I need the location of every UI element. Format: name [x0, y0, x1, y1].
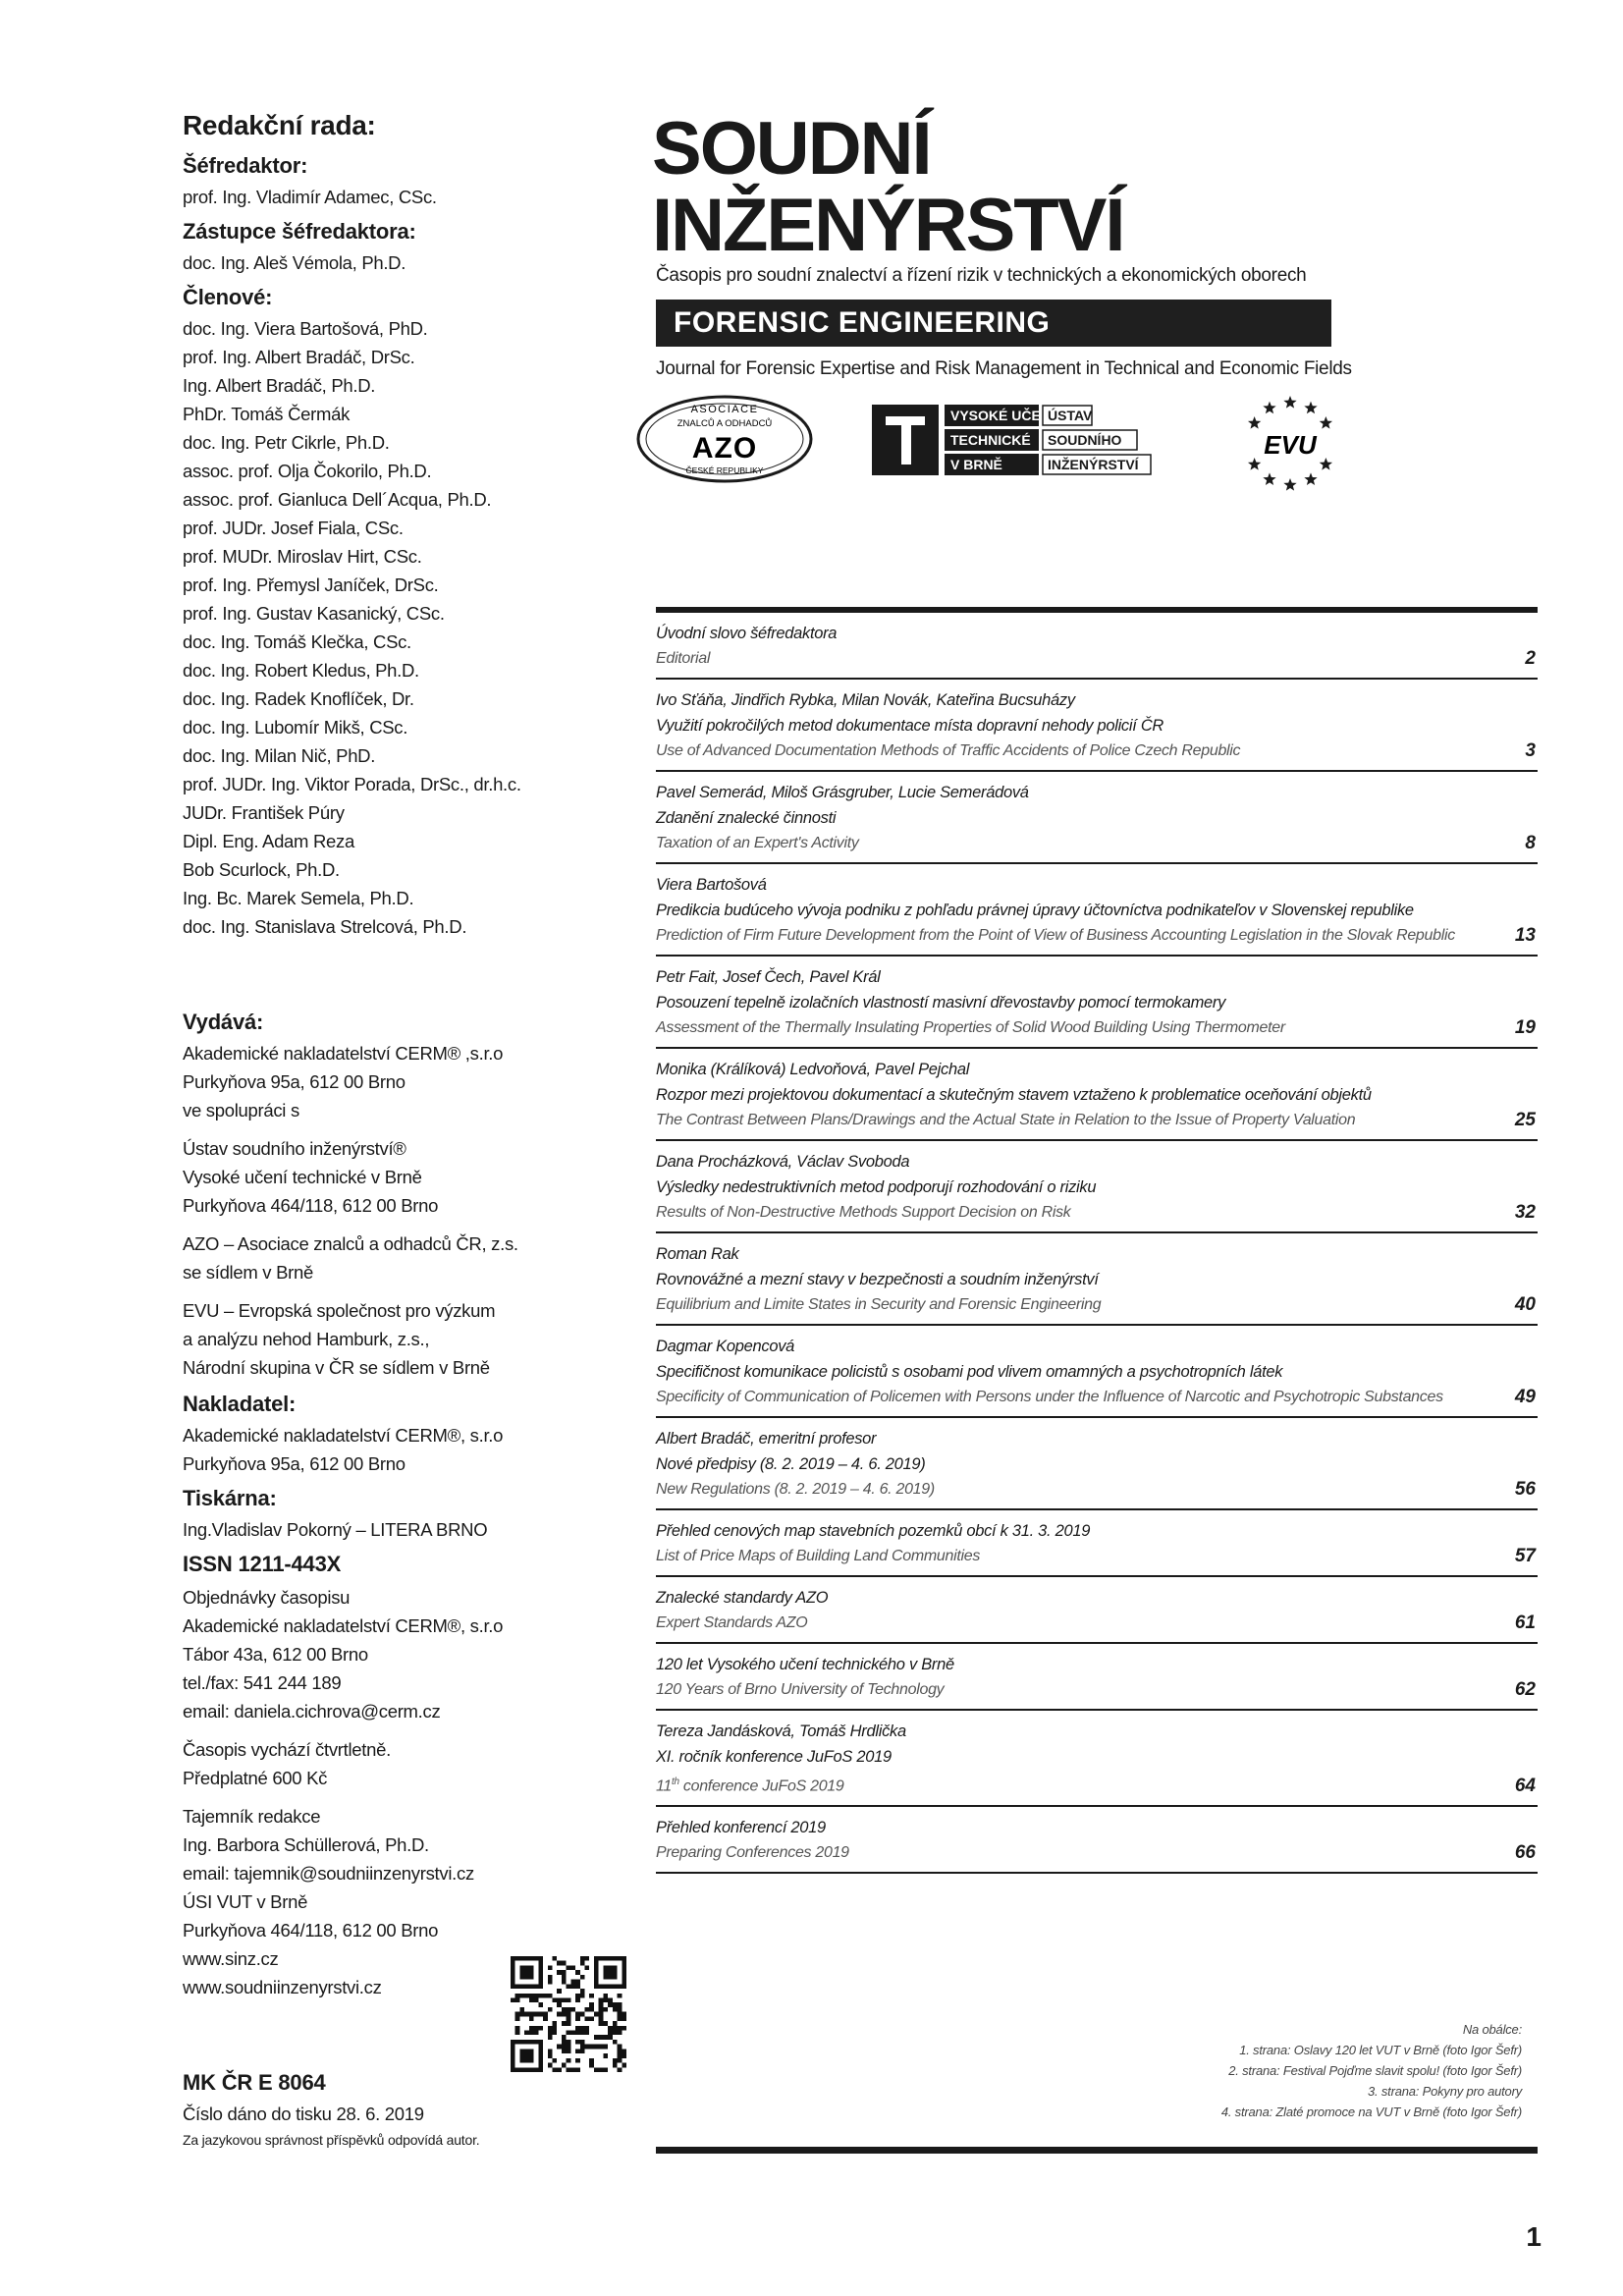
secretary-line: ÚSI VUT v Brně	[183, 1891, 308, 1912]
toc-entry-line: Albert Bradáč, emeritní profesor	[656, 1430, 877, 1448]
member-name: doc. Ing. Tomáš Klečka, CSc.	[183, 631, 411, 652]
table-of-contents	[656, 607, 1538, 1874]
toc-entry-line: Rozpor mezi projektovou dokumentací a skutečným stavem vztaženo k problematice oceňování objektů	[656, 1086, 1372, 1104]
member-name: doc. Ing. Radek Knoflíček, Dr.	[183, 688, 414, 709]
toc-page-number: 64	[1514, 1776, 1536, 1797]
toc-entry-english	[656, 1770, 1538, 1799]
member-name: prof. Ing. Gustav Kasanický, CSc.	[183, 603, 445, 624]
vut-logo-text: ÚSTAV	[1048, 408, 1093, 423]
toc-page-number: 3	[1525, 740, 1536, 761]
azo-logo	[634, 393, 815, 485]
website-link[interactable]: www.soudniinzenyrstvi.cz	[183, 1977, 382, 1997]
cover-note-line: 1. strana: Oslavy 120 let VUT v Brně (foto Igor Šefr)	[1239, 2043, 1522, 2057]
member-name: prof. JUDr. Josef Fiala, CSc.	[183, 518, 404, 538]
toc-entry-english: Specificity of Communication of Policemen with Persons under the Influence of Narcotic and Psychotropic Substances	[656, 1389, 1443, 1405]
member-name: Dipl. Eng. Adam Reza	[183, 831, 354, 851]
website-link[interactable]: www.sinz.cz	[183, 1948, 279, 1969]
issued-by-line: Ústav soudního inženýrství®	[183, 1138, 406, 1159]
toc-entry-line: Roman Rak	[656, 1245, 739, 1263]
secretary-line: Tajemník redakce	[183, 1806, 321, 1827]
toc-entry-line: XI. ročník konference JuFoS 2019	[656, 1748, 892, 1766]
toc-entry-line: Pavel Semerád, Miloš Grásgruber, Lucie Semerádová	[656, 784, 1029, 801]
toc-entry[interactable]	[656, 772, 1538, 864]
publisher-label: Nakladatel:	[183, 1392, 297, 1416]
toc-entry-english: New Regulations (8. 2. 2019 – 4. 6. 2019)	[656, 1481, 935, 1498]
toc-page-number: 2	[1525, 648, 1536, 669]
toc-entry-line: Výsledky nedestruktivních metod podporují rozhodování o riziku	[656, 1178, 1097, 1196]
vut-logo-text: TECHNICKÉ	[950, 432, 1031, 448]
toc-entry-line: Úvodní slovo šéfredaktora	[656, 625, 838, 642]
orders-line: Objednávky časopisu	[183, 1587, 351, 1608]
toc-entry[interactable]	[656, 1711, 1538, 1807]
journal-subtitle-cz: Časopis pro soudní znalectví a řízení rizik v technických a ekonomických oborech	[656, 265, 1307, 286]
issued-by-line: Purkyňova 95a, 612 00 Brno	[183, 1071, 406, 1092]
evu-logo	[1239, 393, 1341, 495]
toc-entry-line: Nové předpisy (8. 2. 2019 – 4. 6. 2019)	[656, 1455, 926, 1473]
members-label: Členové:	[183, 285, 273, 309]
member-name: Ing. Bc. Marek Semela, Ph.D.	[183, 888, 414, 908]
star-icon	[1248, 458, 1261, 470]
toc-page-number: 13	[1514, 925, 1536, 946]
toc-entry-english: Prediction of Firm Future Development from the Point of View of Business Accounting Legislation in the Slovak Republic	[656, 927, 1455, 944]
secretary-line: Purkyňova 464/118, 612 00 Brno	[183, 1920, 439, 1941]
issued-by-line: a analýzu nehod Hamburk, z.s.,	[183, 1329, 430, 1349]
toc-entry-line: 120 let Vysokého učení technického v Brně	[656, 1656, 954, 1673]
editorial-board-heading: Redakční rada:	[183, 110, 376, 140]
issued-by-line: Purkyňova 464/118, 612 00 Brno	[183, 1195, 439, 1216]
toc-page-number: 57	[1514, 1546, 1536, 1566]
orders-email[interactable]: email: daniela.cichrova@cerm.cz	[183, 1701, 441, 1722]
azo-logo-top-text: ASOCIACE	[690, 404, 759, 415]
cover-note-line: 2. strana: Festival Pojďme slavit spolu! (foto Igor Šefr)	[1228, 2063, 1522, 2078]
star-icon	[1248, 416, 1261, 429]
language-note: Za jazykovou správnost příspěvků odpovídá autor.	[183, 2132, 480, 2148]
issued-by-line: se sídlem v Brně	[183, 1262, 313, 1283]
secretary-email[interactable]: email: tajemnik@soudniinzenyrstvi.cz	[183, 1863, 474, 1884]
toc-entry-line: Dagmar Kopencová	[656, 1338, 795, 1355]
toc-entry[interactable]	[656, 1326, 1538, 1418]
mk-number: MK ČR E 8064	[183, 2070, 326, 2095]
toc-entry-line: Využití pokročilých metod dokumentace místa dopravní nehody policií ČR	[656, 717, 1164, 735]
publisher-line: Akademické nakladatelství CERM®, s.r.o	[183, 1425, 504, 1446]
issn: ISSN 1211-443X	[183, 1552, 342, 1576]
toc-page-number: 25	[1514, 1110, 1536, 1130]
vut-logo-text: INŽENÝRSTVÍ	[1048, 457, 1139, 472]
toc-entry[interactable]	[656, 1644, 1538, 1711]
chief-editor-label: Šéfredaktor:	[183, 153, 308, 178]
orders-line: tel./fax: 541 244 189	[183, 1672, 342, 1693]
star-icon	[1263, 402, 1275, 414]
toc-page-number: 8	[1525, 833, 1536, 853]
frequency-line: Časopis vychází čtvrtletně.	[183, 1739, 391, 1760]
toc-entry-line: Přehled cenových map stavebních pozemků obcí k 31. 3. 2019	[656, 1522, 1091, 1540]
toc-entry-english: Preparing Conferences 2019	[656, 1844, 849, 1862]
deputy-editor-name: doc. Ing. Aleš Vémola, Ph.D.	[183, 252, 406, 273]
member-name: doc. Ing. Stanislava Strelcová, Ph.D.	[183, 916, 467, 937]
toc-entry[interactable]	[656, 957, 1538, 1049]
toc-entry[interactable]	[656, 1577, 1538, 1644]
issued-by-line: AZO – Asociace znalců a odhadců ČR, z.s.	[183, 1233, 518, 1254]
secretary-line: Ing. Barbora Schüllerová, Ph.D.	[183, 1834, 429, 1855]
deputy-editor-label: Zástupce šéfredaktora:	[183, 219, 416, 244]
toc-entry-english: 120 Years of Brno University of Technology	[656, 1681, 945, 1698]
member-name: PhDr. Tomáš Čermák	[183, 404, 351, 424]
issued-by-block	[183, 1134, 624, 1220]
cover-photo-credits	[1221, 2019, 1522, 2122]
toc-page-number: 66	[1514, 1842, 1536, 1864]
issued-by-label: Vydává:	[183, 1010, 264, 1034]
star-icon	[1304, 402, 1317, 414]
member-name: prof. Ing. Přemysl Janíček, DrSc.	[183, 574, 439, 595]
toc-entry-line: Petr Fait, Josef Čech, Pavel Král	[656, 968, 881, 986]
journal-subtitle-en: Journal for Forensic Expertise and Risk Management in Technical and Economic Fields	[656, 358, 1352, 379]
vut-logo-text: V BRNĚ	[950, 457, 1002, 472]
toc-entry-line: Znalecké standardy AZO	[656, 1589, 829, 1607]
star-icon	[1304, 472, 1317, 485]
toc-entry[interactable]	[656, 680, 1538, 772]
evu-logo-mark: EVU	[1264, 430, 1317, 460]
toc-page-number: 40	[1514, 1294, 1536, 1315]
qr-code	[511, 1956, 626, 2072]
member-name: Bob Scurlock, Ph.D.	[183, 859, 340, 880]
member-name: Ing. Albert Bradáč, Ph.D.	[183, 375, 376, 396]
journal-title-en: FORENSIC ENGINEERING	[656, 300, 1331, 347]
issued-by-line: ve spolupráci s	[183, 1100, 299, 1121]
journal-title-line2: INŽENÝRSTVÍ	[652, 184, 1124, 267]
toc-entry[interactable]	[656, 1807, 1538, 1874]
toc-page-number: 19	[1514, 1017, 1536, 1038]
toc-entry-english: Results of Non-Destructive Methods Support Decision on Risk	[656, 1204, 1071, 1221]
toc-entry-line: Predikcia budúceho vývoja podniku z pohľadu právnej úpravy účtovníctva podnikateľov v Slovenskej republike	[656, 902, 1414, 919]
vut-logo	[872, 405, 1157, 475]
member-name: doc. Ing. Petr Cikrle, Ph.D.	[183, 432, 390, 453]
toc-entry-english: The Contrast Between Plans/Drawings and the Actual State in Relation to the Issue of Property Valuation	[656, 1112, 1356, 1128]
member-name: doc. Ing. Milan Nič, PhD.	[183, 745, 376, 766]
member-name: doc. Ing. Viera Bartošová, PhD.	[183, 318, 428, 339]
bottom-rule	[656, 2147, 1538, 2154]
chief-editor-name: prof. Ing. Vladimír Adamec, CSc.	[183, 187, 437, 207]
toc-entry[interactable]	[656, 1510, 1538, 1577]
star-icon	[1263, 472, 1275, 485]
toc-page-number: 61	[1514, 1613, 1536, 1633]
toc-entry-english: Taxation of an Expert's Activity	[656, 835, 859, 851]
toc-entry-line: Viera Bartošová	[656, 876, 767, 894]
member-name: prof. Ing. Albert Bradáč, DrSc.	[183, 347, 415, 367]
star-icon	[1320, 416, 1332, 429]
toc-entry[interactable]	[656, 1049, 1538, 1141]
toc-entry-english: Assessment of the Thermally Insulating Properties of Solid Wood Building Using Thermometer	[656, 1019, 1285, 1036]
star-icon	[1283, 478, 1296, 491]
toc-entry-english: Expert Standards AZO	[656, 1614, 808, 1631]
toc-entry-english: List of Price Maps of Building Land Communities	[656, 1548, 981, 1564]
orders-line: Tábor 43a, 612 00 Brno	[183, 1644, 368, 1665]
toc-entry-line: Dana Procházková, Václav Svoboda	[656, 1153, 910, 1171]
cover-note-line: 4. strana: Zlaté promoce na VUT v Brně (foto Igor Šefr)	[1220, 2105, 1522, 2119]
toc-entry[interactable]	[656, 613, 1538, 680]
members-list	[183, 314, 624, 941]
toc-entry-line: Specifičnost komunikace policistů s osobami pod vlivem omamných a psychotropních látek	[656, 1363, 1283, 1381]
member-name: doc. Ing. Lubomír Mikš, CSc.	[183, 717, 408, 738]
toc-entry-line: Přehled konferencí 2019	[656, 1819, 826, 1837]
cover-note-heading: Na obálce:	[1462, 2022, 1522, 2037]
toc-page-number: 62	[1514, 1679, 1536, 1700]
issued-by-line: Vysoké učení technické v Brně	[183, 1167, 422, 1187]
member-name: assoc. prof. Olja Čokorilo, Ph.D.	[183, 461, 432, 481]
toc-entry-english: Editorial	[656, 650, 711, 667]
toc-entry-english: Equilibrium and Limite States in Security and Forensic Engineering	[656, 1296, 1102, 1313]
toc-page-number: 56	[1514, 1479, 1536, 1500]
issued-by-line: Akademické nakladatelství CERM® ,s.r.o	[183, 1043, 504, 1064]
printer-label: Tiskárna:	[183, 1486, 277, 1510]
printer-name: Ing.Vladislav Pokorný – LITERA BRNO	[183, 1519, 488, 1540]
print-date: Číslo dáno do tisku 28. 6. 2019	[183, 2104, 424, 2124]
toc-entry[interactable]	[656, 864, 1538, 957]
issued-by-block	[183, 1039, 624, 1124]
member-name: prof. MUDr. Miroslav Hirt, CSc.	[183, 546, 422, 567]
journal-title-line1: SOUDNÍ	[652, 107, 931, 191]
toc-entry-line: Posouzení tepelně izolačních vlastností masivní dřevostavby pomocí termokamery	[656, 994, 1226, 1011]
toc-entry-line: Zdanění znalecké činnosti	[656, 809, 837, 827]
azo-logo-bottom-text: ČESKÉ REPUBLIKY	[685, 465, 764, 475]
member-name: JUDr. František Púry	[183, 802, 345, 823]
star-icon	[1283, 396, 1296, 409]
toc-entry-line: Tereza Jandásková, Tomáš Hrdlička	[656, 1722, 906, 1740]
issued-by-line: Národní skupina v ČR se sídlem v Brně	[183, 1357, 490, 1378]
toc-entry[interactable]	[656, 1141, 1538, 1233]
subscription-line: Předplatné 600 Kč	[183, 1768, 328, 1788]
azo-logo-middle-text: ZNALCŮ A ODHADCŮ	[676, 418, 773, 429]
azo-logo-mark: AZO	[691, 432, 758, 465]
editorial-column	[183, 110, 624, 2148]
toc-entry-english-text: conference JuFoS 2019	[678, 1777, 844, 1795]
star-icon	[1320, 458, 1332, 470]
toc-entry-line: Ivo Sťáňa, Jindřich Rybka, Milan Novák, Kateřina Bucsuházy	[656, 691, 1075, 709]
issued-by-line: EVU – Evropská společnost pro výzkum	[183, 1300, 496, 1321]
issued-by-blocks	[183, 1039, 624, 1382]
toc-entry-english: Use of Advanced Documentation Methods of Traffic Accidents of Police Czech Republic	[656, 742, 1241, 759]
toc-entry-english-superscript: th	[672, 1777, 679, 1787]
toc-entry-line: Monika (Králíková) Ledvoňová, Pavel Pejchal	[656, 1061, 970, 1078]
vut-logo-text: SOUDNÍHO	[1048, 432, 1122, 448]
toc-entry-english-number: 11	[656, 1777, 673, 1795]
toc-entry-line: Rovnovážné a mezní stavy v bezpečnosti a soudním inženýrství	[656, 1271, 1099, 1288]
issued-by-block	[183, 1296, 624, 1382]
member-name: prof. JUDr. Ing. Viktor Porada, DrSc., dr.h.c.	[183, 774, 521, 794]
page-number: 1	[1526, 2221, 1542, 2252]
publisher-line: Purkyňova 95a, 612 00 Brno	[183, 1453, 406, 1474]
cover-note-line: 3. strana: Pokyny pro autory	[1368, 2084, 1522, 2099]
member-name: doc. Ing. Robert Kledus, Ph.D.	[183, 660, 419, 681]
toc-entry[interactable]	[656, 1418, 1538, 1510]
member-name: assoc. prof. Gianluca Dell´Acqua, Ph.D.	[183, 489, 492, 510]
orders-line: Akademické nakladatelství CERM®, s.r.o	[183, 1615, 504, 1636]
toc-page-number: 32	[1514, 1202, 1536, 1223]
issued-by-block	[183, 1230, 624, 1286]
toc-page-number: 49	[1514, 1387, 1536, 1407]
vut-logo-text: VYSOKÉ UČENÍ	[950, 408, 1055, 423]
toc-entry[interactable]	[656, 1233, 1538, 1326]
